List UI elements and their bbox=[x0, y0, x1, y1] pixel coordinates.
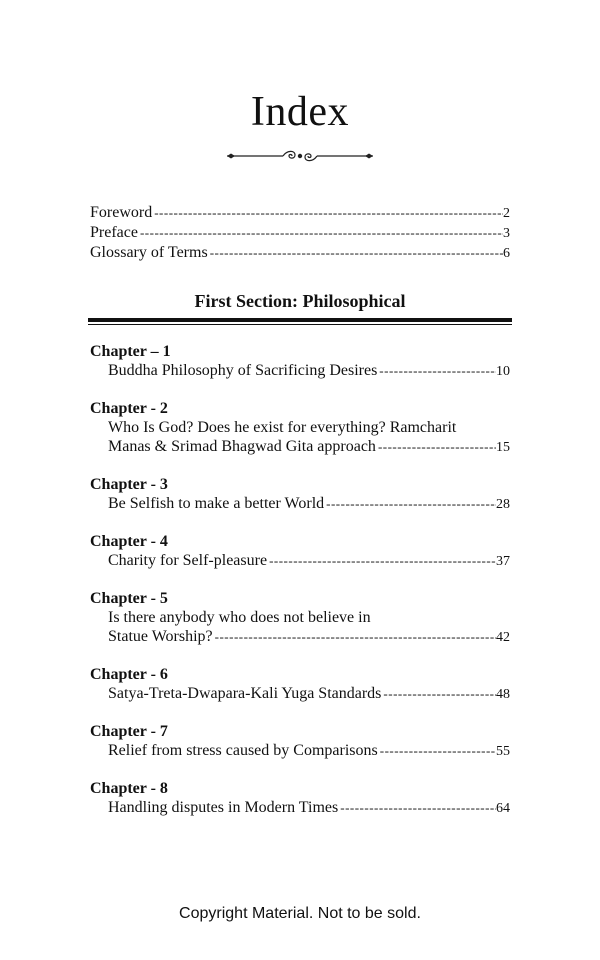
chapter-title: Be Selfish to make a better World bbox=[108, 495, 325, 512]
page-number: 3 bbox=[503, 226, 510, 241]
chapter-title-row bbox=[108, 494, 510, 514]
page-number: 64 bbox=[496, 801, 510, 816]
chapter-title-line: Is there anybody who does not believe in bbox=[108, 609, 371, 626]
chapter-title-row bbox=[108, 684, 510, 704]
chapter-entry[interactable] bbox=[90, 666, 510, 704]
page-number: 37 bbox=[496, 554, 510, 569]
chapter-title-block bbox=[90, 684, 510, 704]
dot-leader bbox=[381, 684, 496, 703]
chapter-label: Chapter – 1 bbox=[90, 343, 171, 360]
page-number: 42 bbox=[496, 630, 510, 645]
chapter-label: Chapter - 4 bbox=[90, 533, 168, 550]
chapter-entry[interactable] bbox=[90, 400, 510, 457]
chapter-title-row bbox=[108, 627, 510, 647]
front-matter-entry[interactable] bbox=[90, 223, 510, 243]
chapter-entry[interactable] bbox=[90, 780, 510, 818]
dot-leader bbox=[152, 203, 503, 222]
dot-leader bbox=[324, 494, 496, 513]
front-matter-entry[interactable] bbox=[90, 243, 510, 263]
chapter-title: Buddha Philosophy of Sacrificing Desires bbox=[108, 362, 378, 379]
page-number: 6 bbox=[503, 246, 510, 261]
chapter-label: Chapter - 7 bbox=[90, 723, 168, 740]
page-title: Index bbox=[250, 89, 350, 135]
chapter-title-row bbox=[108, 798, 510, 818]
copyright-notice: Copyright Material. Not to be sold. bbox=[179, 905, 421, 922]
chapter-label: Chapter - 8 bbox=[90, 780, 168, 797]
dot-leader bbox=[213, 627, 496, 646]
page-number: 15 bbox=[496, 440, 510, 455]
entry-title: Foreword bbox=[90, 204, 153, 221]
front-matter-entry[interactable] bbox=[90, 203, 510, 223]
chapter-title-block bbox=[90, 798, 510, 818]
chapter-title-block bbox=[90, 361, 510, 381]
dot-leader bbox=[208, 243, 503, 262]
section-divider-thick bbox=[88, 318, 512, 322]
chapter-entry[interactable] bbox=[90, 476, 510, 514]
chapter-title: Relief from stress caused by Comparisons bbox=[108, 742, 378, 759]
dot-leader bbox=[338, 798, 496, 817]
dot-leader bbox=[377, 361, 496, 380]
dot-leader bbox=[376, 437, 496, 456]
dot-leader bbox=[267, 551, 496, 570]
chapter-label: Chapter - 2 bbox=[90, 400, 168, 417]
chapter-title-block bbox=[90, 418, 510, 457]
chapter-list bbox=[90, 343, 510, 837]
dot-leader bbox=[378, 741, 496, 760]
chapter-label: Chapter - 3 bbox=[90, 476, 168, 493]
chapter-title-block bbox=[90, 551, 510, 571]
chapter-title: Manas & Srimad Bhagwad Gita approach bbox=[108, 438, 376, 455]
chapter-title-row bbox=[108, 437, 510, 457]
entry-title: Preface bbox=[90, 224, 138, 241]
page-number: 55 bbox=[496, 744, 510, 759]
section-divider-thin bbox=[88, 324, 512, 325]
chapter-title-row bbox=[108, 741, 510, 761]
chapter-title-block bbox=[90, 494, 510, 514]
chapter-title: Charity for Self-pleasure bbox=[108, 552, 268, 569]
chapter-entry[interactable] bbox=[90, 723, 510, 761]
page-number: 2 bbox=[503, 206, 510, 221]
entry-title: Glossary of Terms bbox=[90, 244, 208, 261]
chapter-title: Handling disputes in Modern Times bbox=[108, 799, 339, 816]
page-number: 48 bbox=[496, 687, 510, 702]
chapter-title-row bbox=[108, 551, 510, 571]
chapter-label: Chapter - 5 bbox=[90, 590, 168, 607]
chapter-entry[interactable] bbox=[90, 590, 510, 647]
chapter-entry[interactable] bbox=[90, 343, 510, 381]
chapter-title-block bbox=[90, 741, 510, 761]
chapter-title-line: Who Is God? Does he exist for everything? Ramcharit bbox=[108, 419, 457, 436]
chapter-title-block bbox=[90, 608, 510, 647]
chapter-title: Statue Worship? bbox=[108, 628, 213, 645]
chapter-title: Satya-Treta-Dwapara-Kali Yuga Standards bbox=[108, 685, 382, 702]
page-number: 28 bbox=[496, 497, 510, 512]
dot-leader bbox=[138, 223, 503, 242]
chapter-entry[interactable] bbox=[90, 533, 510, 571]
chapter-title-row bbox=[108, 361, 510, 381]
flourish-ornament-icon bbox=[225, 148, 375, 164]
section-heading: First Section: Philosophical bbox=[194, 291, 406, 311]
chapter-label: Chapter - 6 bbox=[90, 666, 168, 683]
page-number: 10 bbox=[496, 364, 510, 379]
front-matter-list bbox=[90, 203, 510, 263]
